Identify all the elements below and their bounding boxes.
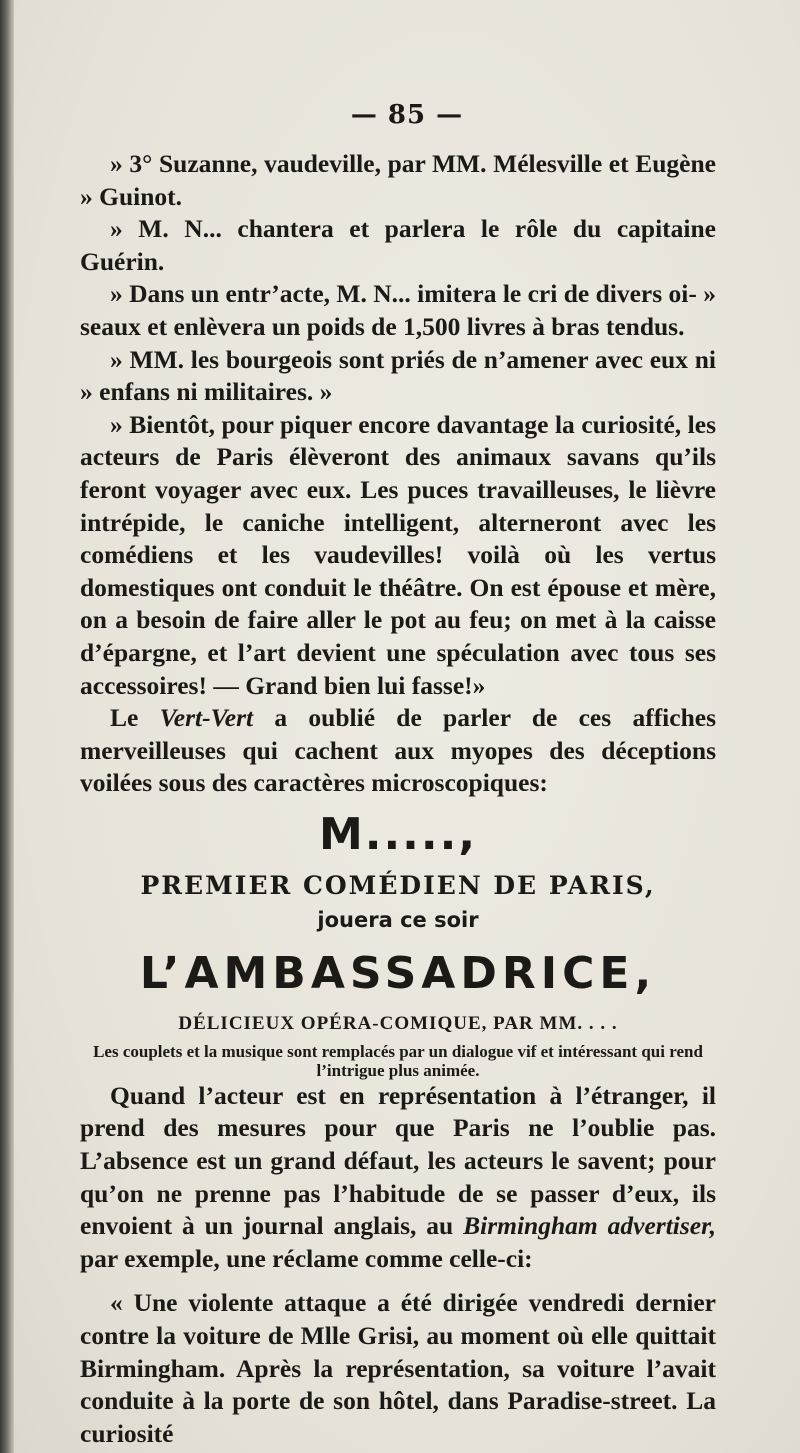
poster-jouera: jouera ce soir bbox=[317, 907, 479, 932]
poster-premier-comedien: PREMIER COMÉDIEN DE PARIS, bbox=[140, 870, 656, 900]
poster-m-line: M....., bbox=[318, 808, 478, 860]
paragraph-etranger bbox=[80, 1080, 716, 1276]
poster-title: L’AMBASSADRICE, bbox=[139, 947, 657, 999]
page-number: — 85 — bbox=[350, 100, 464, 130]
book-page bbox=[14, 0, 800, 1453]
birmingham-advertiser-title: Birmingham advertiser, bbox=[463, 1211, 717, 1241]
paragraph-affiches-rest: a oublié de parler de ces affiches merveilleuses qui cachent aux myopes des déceptions voilées sous des caractères microscopiques: bbox=[80, 703, 717, 798]
paragraph-affiches-prefix: Le bbox=[110, 703, 160, 733]
paragraph-etranger-rest: par exemple, une réclame comme celle-ci: bbox=[80, 1243, 533, 1273]
paragraph-etranger-prefix: Quand l’acteur est en représentation à l’étranger, il prend des mesures pour que Paris ne l’oublie pas. L’absence est un grand défaut, les acteurs le savent; pour qu’on ne prenne pas l’habitude de se passer d’eux, ils envoient à un journal anglais, au bbox=[80, 1080, 716, 1241]
book-binding-edge bbox=[0, 0, 14, 1453]
poster-delicieux: DÉLICIEUX OPÉRA-COMIQUE, PAR MM. . . . bbox=[178, 1012, 618, 1034]
paragraph-grisi: « Une violente attaque a été dirigée vendredi dernier contre la voiture de Mlle Grisi, au moment où elle quittait Birmingham. Après la représentation, sa voiture l’avait conduite à la porte de son hôtel, dans Paradise-street. La curiosité bbox=[80, 1288, 716, 1448]
intro-line-4: » MM. les bourgeois sont priés de n’amener avec eux ni » enfans ni militaires. » bbox=[80, 344, 716, 407]
poster-block bbox=[80, 806, 716, 1080]
intro-line-1: » 3° Suzanne, vaudeville, par MM. Mélesville et Eugène » Guinot. bbox=[80, 149, 716, 211]
intro-line-3: » Dans un entr’acte, M. N... imitera le cri de divers oi- » seaux et enlèvera un poids de 1,500 livres à bras tendus. bbox=[80, 279, 716, 341]
vert-vert-title: Vert-Vert bbox=[159, 703, 254, 733]
intro-line-2: » M. N... chantera et parlera le rôle du capitaine Guérin. bbox=[80, 214, 716, 276]
paragraph-affiches bbox=[80, 702, 716, 800]
page-body bbox=[80, 148, 716, 1450]
paragraph-animaux: » Bientôt, pour piquer encore davantage la curiosité, les acteurs de Paris élèveront des animaux savans qu’ils feront voyager avec eux. Les puces travailleuses, le lièvre intrépide, le caniche intelligent, alterneront avec les comédiens et les vaudevilles! voilà où les vertus domestiques ont conduit le théâtre. On est épouse et mère, on a besoin de faire aller le pot au feu; on met à la caisse d’épargne, et l’art devient une spéculation avec tous ses accessoires! — Grand bien lui fasse!» bbox=[80, 409, 716, 700]
paragraph-gap bbox=[80, 1275, 716, 1287]
poster-couplets: Les couplets et la musique sont remplacés par un dialogue vif et intéressant qui rend l’intrigue plus animée. bbox=[93, 1041, 703, 1080]
